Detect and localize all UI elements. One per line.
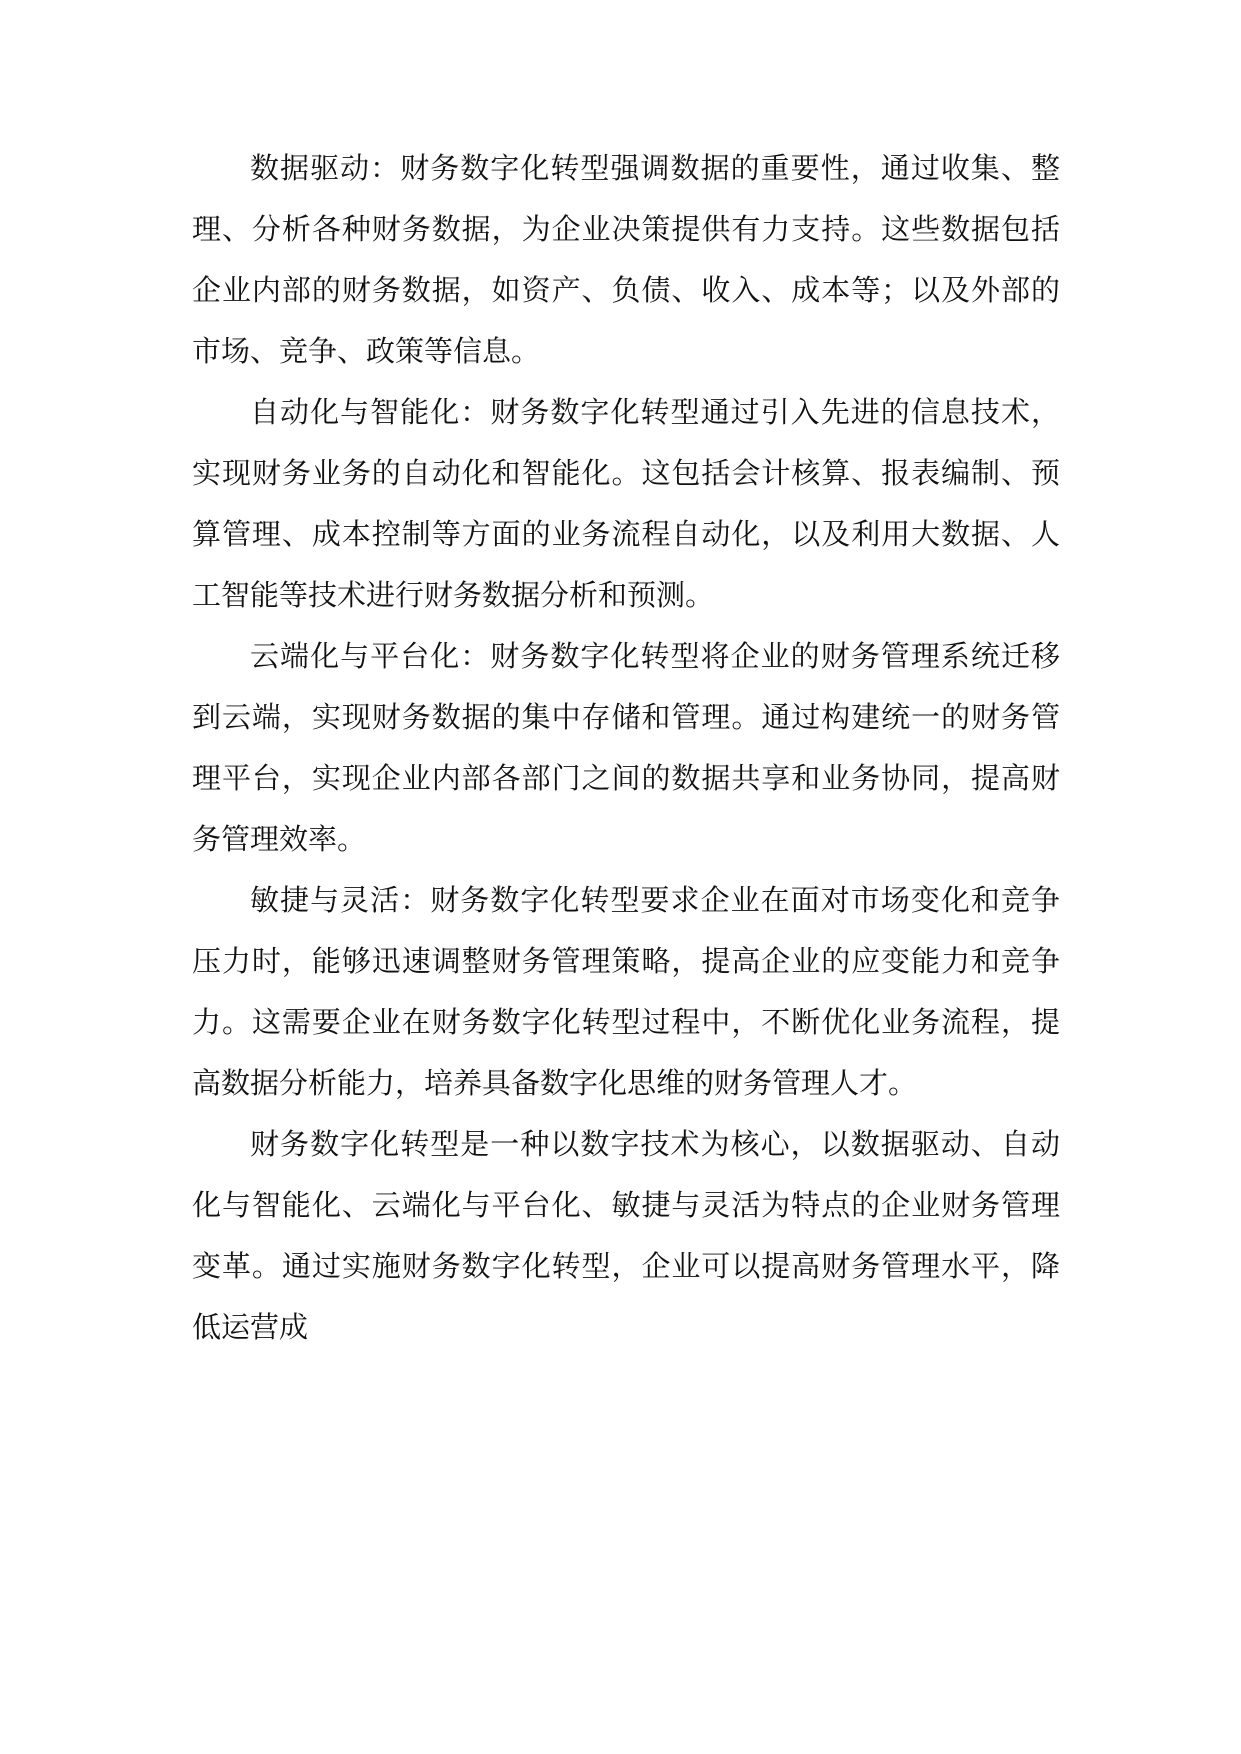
paragraph-automation-intelligence: 自动化与智能化：财务数字化转型通过引入先进的信息技术，实现财务业务的自动化和智能化。这包括会计核算、报表编制、预算管理、成本控制等方面的业务流程自动化，以及利用大数据、人工智能等技术进行财务数据分析和预测。	[192, 395, 1060, 612]
paragraph-cloud-platform: 云端化与平台化：财务数字化转型将企业的财务管理系统迁移到云端，实现财务数据的集中存储和管理。通过构建统一的财务管理平台，实现企业内部各部门之间的数据共享和业务协同，提高财务管理效率。	[192, 639, 1060, 856]
paragraph-agile-flexible: 敏捷与灵活：财务数字化转型要求企业在面对市场变化和竞争压力时，能够迅速调整财务管理策略，提高企业的应变能力和竞争力。这需要企业在财务数字化转型过程中，不断优化业务流程，提高数据分析能力，培养具备数字化思维的财务管理人才。	[192, 883, 1060, 1100]
paragraph-data-driven: 数据驱动：财务数字化转型强调数据的重要性，通过收集、整理、分析各种财务数据，为企业决策提供有力支持。这些数据包括企业内部的财务数据，如资产、负债、收入、成本等；以及外部的市场、竞争、政策等信息。	[192, 151, 1060, 368]
paragraph-summary: 财务数字化转型是一种以数字技术为核心，以数据驱动、自动化与智能化、云端化与平台化、敏捷与灵活为特点的企业财务管理变革。通过实施财务数字化转型，企业可以提高财务管理水平，降低运营成	[192, 1127, 1060, 1344]
document-body	[192, 138, 1060, 1358]
